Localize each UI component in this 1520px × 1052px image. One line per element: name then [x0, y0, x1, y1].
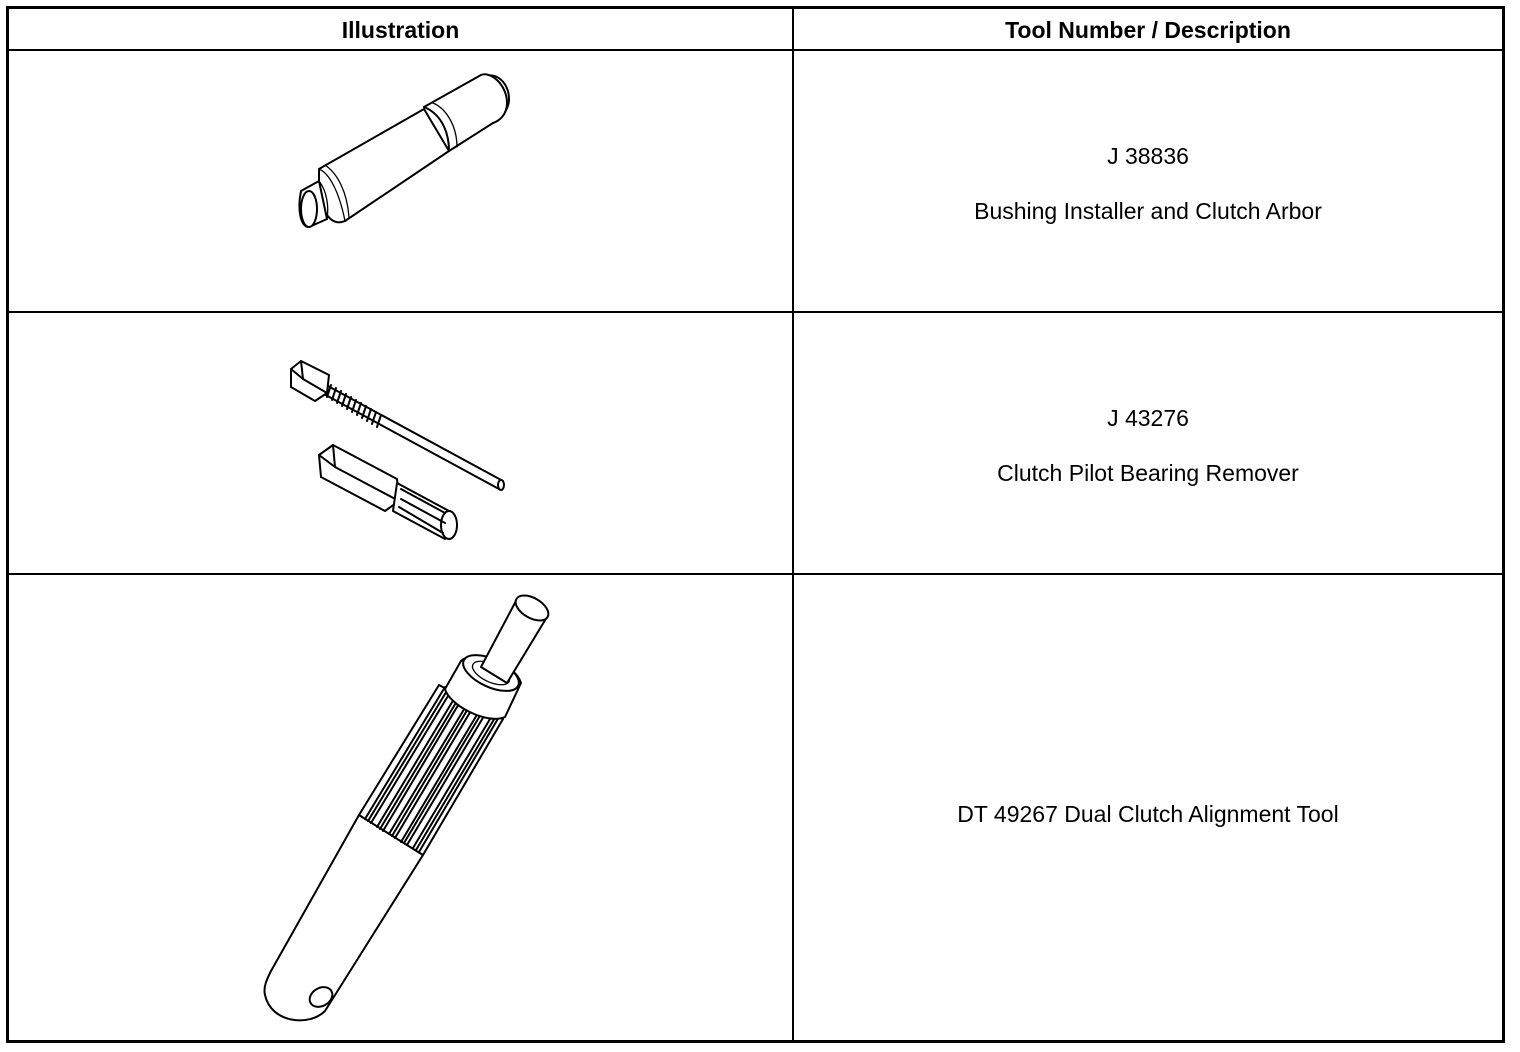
tool-number: J 43276 [1107, 405, 1189, 431]
tool-description: Clutch Pilot Bearing Remover [997, 460, 1299, 486]
illustration-cell [9, 313, 792, 573]
header-tool-number-description: Tool Number / Description [1005, 17, 1291, 43]
description-cell [794, 313, 1502, 573]
tool-number: J 38836 [1107, 143, 1189, 169]
illustration-cell [9, 51, 792, 311]
description-cell [794, 51, 1502, 311]
bushing-installer-arbor-icon [9, 51, 792, 311]
table-row [9, 51, 1502, 313]
table-row [9, 313, 1502, 575]
table-header-row [9, 9, 1502, 51]
tool-description: Bushing Installer and Clutch Arbor [974, 198, 1322, 224]
illustration-cell [9, 575, 792, 1040]
header-illustration: Illustration [341, 17, 460, 43]
pilot-bearing-remover-icon [9, 313, 792, 573]
description-cell [794, 575, 1502, 1040]
special-tools-table [6, 6, 1505, 1043]
tool-description: DT 49267 Dual Clutch Alignment Tool [957, 801, 1339, 827]
dual-clutch-alignment-tool-icon [9, 575, 792, 1040]
table-row [9, 575, 1502, 1040]
